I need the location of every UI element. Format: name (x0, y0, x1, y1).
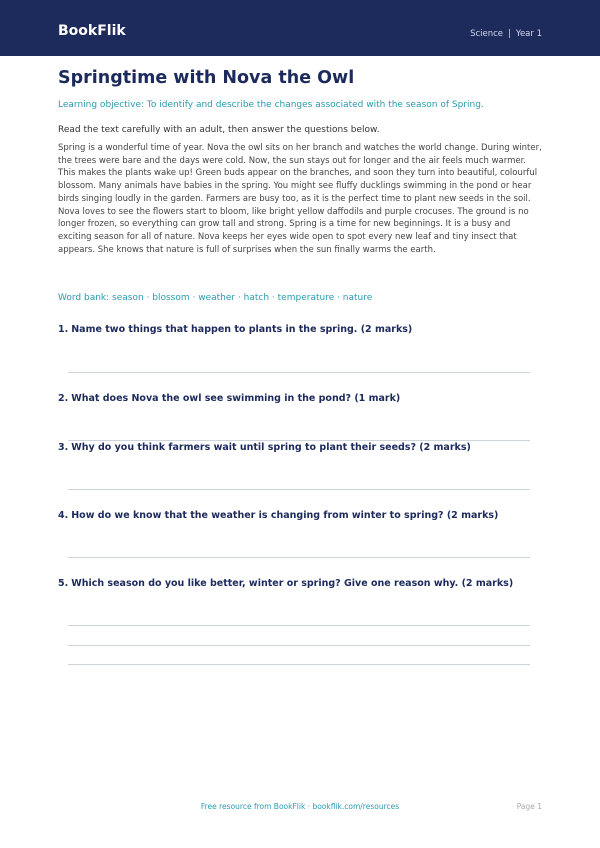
subject-label: Science (470, 29, 504, 39)
word-bank: Word bank: season · blossom · weather · hatch · temperature · nature (58, 293, 373, 303)
question-number: 3. (58, 442, 69, 453)
question-text: Why do you think farmers wait until spring to plant their seeds? (2 marks) (71, 442, 471, 453)
page-number: Page 1 (516, 802, 542, 811)
answer-line[interactable] (68, 557, 530, 558)
reading-passage: Spring is a wonderful time of year. Nova the owl sits on her branch and watches the world change. During winter, the trees were bare and the days were cold. Now, the sun stays out for longer and the air feels much warmer. This makes the plants wake up! Green buds appear on the branches, and soon they turn into beautiful, colourful blossom. Many animals have babies in the spring. You might see fluffy ducklings swimming in the pond or hear birds singing loudly in the garden. Farmers are busy too, as it is the perfect time to plant new seeds in the soil. Nova loves to see the flowers start to bloom, like bright yellow daffodils and purple crocuses. The ground is no longer frozen, so everything can grow tall and strong. Spring is a time for new beginnings. It is a busy and exciting season for all of nature. Nova keeps her eyes wide open to spot every new leaf and tiny insect that appears. She knows that nature is full of surprises when the sun finally warms the earth. (58, 143, 542, 255)
subject-year-label (470, 28, 542, 40)
worksheet-title: Springtime with Nova the Owl (58, 68, 355, 88)
page-header (0, 0, 600, 56)
question-4 (58, 509, 498, 522)
footer-resource-link[interactable]: Free resource from BookFlik · bookflik.com/resources (200, 802, 400, 811)
instructions-text: Read the text carefully with an adult, then answer the questions below. (58, 125, 380, 135)
learning-objective: Learning objective: To identify and describe the changes associated with the season of Spring. (58, 100, 484, 110)
brand-logo: BookFlik (58, 23, 126, 39)
question-number: 1. (58, 324, 69, 335)
answer-line[interactable] (68, 489, 530, 490)
year-label: Year 1 (515, 29, 542, 39)
question-number: 5. (58, 578, 69, 589)
question-number: 4. (58, 510, 69, 521)
meta-separator: | (508, 29, 511, 39)
question-text: What does Nova the owl see swimming in the pond? (1 mark) (71, 393, 401, 404)
question-5 (58, 577, 513, 590)
answer-line[interactable] (68, 645, 530, 646)
question-text: Which season do you like better, winter or spring? Give one reason why. (2 marks) (71, 578, 514, 589)
question-1 (58, 323, 412, 336)
answer-line[interactable] (68, 372, 530, 373)
question-3 (58, 441, 471, 454)
answer-line[interactable] (68, 625, 530, 626)
question-2 (58, 392, 400, 405)
question-text: Name two things that happen to plants in the spring. (2 marks) (71, 324, 413, 335)
answer-line[interactable] (68, 664, 530, 665)
question-text: How do we know that the weather is changing from winter to spring? (2 marks) (71, 510, 499, 521)
question-number: 2. (58, 393, 69, 404)
